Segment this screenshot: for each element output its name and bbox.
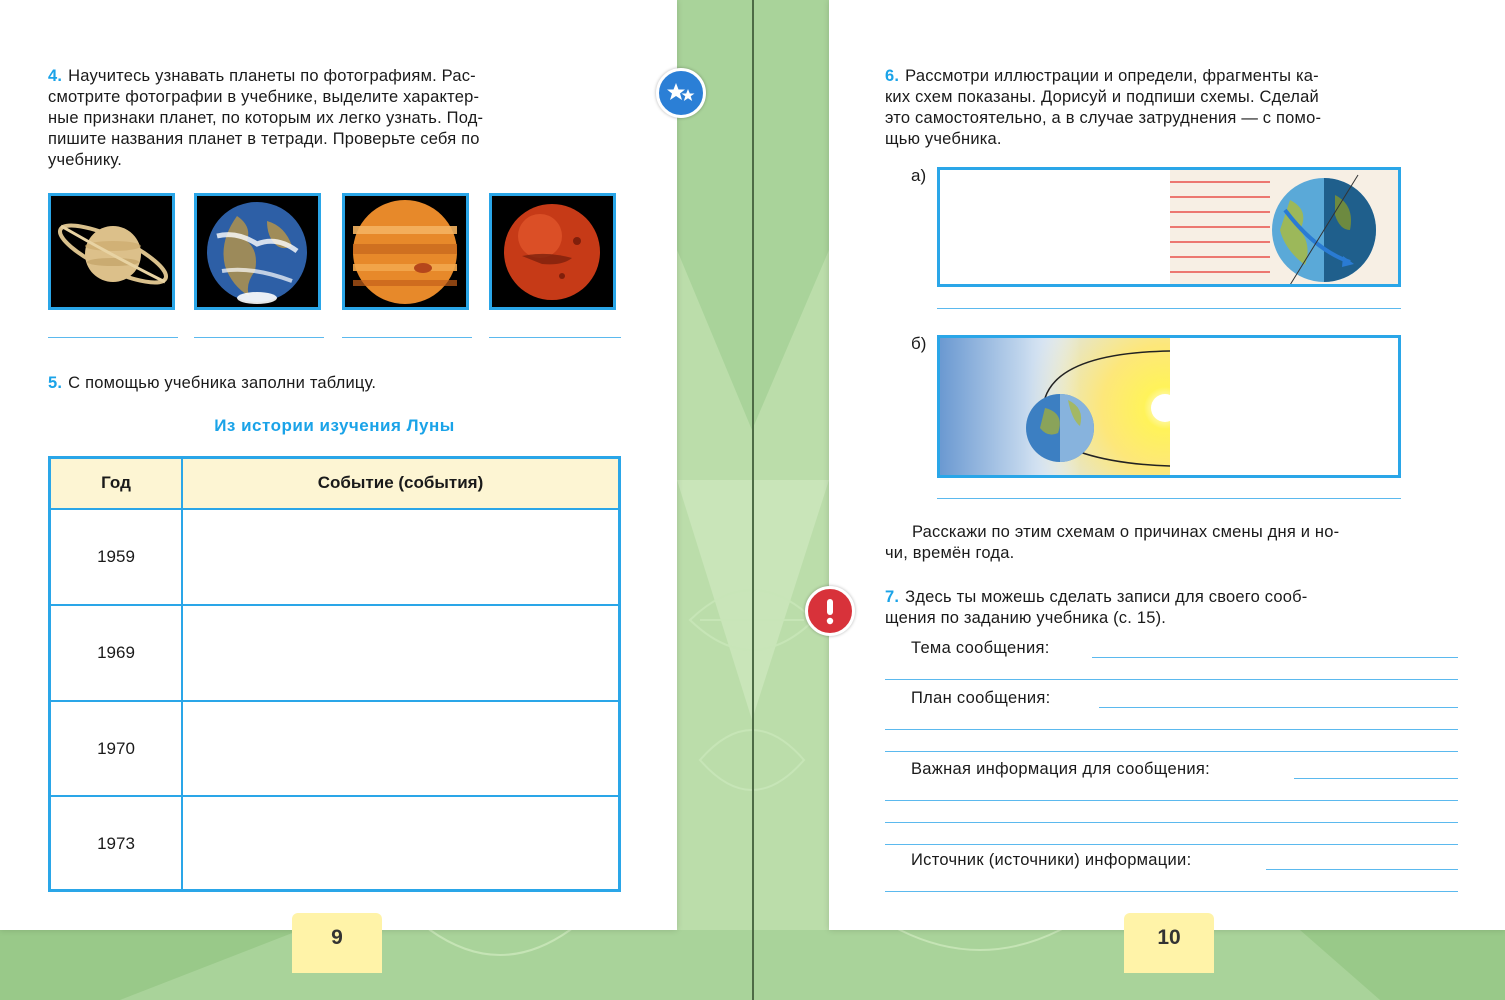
task-6-followup-line-1: Расскажи по этим схемам о причинах смены дня и но- [912, 523, 1340, 541]
task-7 [885, 587, 1458, 629]
page-number-left: 9 [292, 913, 382, 973]
important-info-line-4[interactable] [885, 844, 1458, 845]
table-header [51, 459, 618, 510]
source-line-2[interactable] [885, 891, 1458, 892]
scheme-b-label: б) [911, 334, 927, 353]
jupiter-image [342, 193, 469, 310]
topic-line[interactable] [1092, 657, 1458, 658]
answer-line-jupiter[interactable] [342, 337, 472, 338]
moon-history-table [48, 456, 621, 892]
task-4-line-1: 4. Научитесь узнавать планеты по фотографиям. Рас- [48, 67, 476, 85]
task-7-line-2: щения по заданию учебника (с. 15). [885, 609, 1167, 627]
task-5-text: С помощью учебника заполни таблицу. [68, 374, 377, 392]
book-spine [752, 0, 754, 1000]
source-label: Источник (источники) информации: [911, 851, 1192, 869]
answer-line-mars[interactable] [489, 337, 621, 338]
task-4-line-3: ные признаки планет, по которым их легко узнать. Под- [48, 109, 484, 127]
mars-image [489, 193, 616, 310]
task-6 [885, 66, 1458, 150]
scheme-b [937, 335, 1401, 478]
scheme-b-answer-line[interactable] [937, 498, 1401, 499]
task-4 [48, 66, 621, 171]
year-cell: 1970 [97, 739, 135, 758]
plan-line-3[interactable] [885, 751, 1458, 752]
saturn-image [48, 193, 175, 310]
important-info-line-3[interactable] [885, 822, 1458, 823]
scheme-a [937, 167, 1401, 287]
exclamation-icon [824, 597, 836, 625]
source-line[interactable] [1266, 869, 1458, 870]
task-6-followup-line-2: чи, времён года. [885, 544, 1015, 562]
task-6-line-2: ких схем показаны. Дорисуй и подпиши схемы. Сделай [885, 88, 1319, 106]
table-title: Из истории изучения Луны [214, 416, 455, 435]
plan-label: План сообщения: [911, 689, 1051, 707]
year-cell: 1973 [97, 834, 135, 853]
right-page [829, 0, 1505, 930]
task-7-number: 7. [885, 588, 900, 606]
topic-label: Тема сообщения: [911, 639, 1050, 657]
page-number-right: 10 [1124, 913, 1214, 973]
answer-line-saturn[interactable] [48, 337, 178, 338]
task-6-followup [885, 522, 1458, 564]
answer-line-earth[interactable] [194, 337, 324, 338]
task-4-line-4: пишите названия планет в тетради. Проверьте себя по [48, 130, 480, 148]
task-5 [48, 373, 621, 394]
table-row[interactable] [51, 797, 618, 889]
exclamation-badge [805, 586, 855, 636]
important-info-line-2[interactable] [885, 800, 1458, 801]
table-row[interactable] [51, 606, 618, 702]
task-5-number: 5. [48, 374, 63, 392]
left-page [0, 0, 677, 930]
year-cell: 1969 [97, 643, 135, 662]
task-6-line-1: 6. Рассмотри иллюстрации и определи, фрагменты ка- [885, 67, 1319, 85]
task-4-number: 4. [48, 67, 63, 85]
topic-line-2[interactable] [885, 679, 1458, 680]
important-info-label: Важная информация для сообщения: [911, 760, 1211, 778]
header-event: Событие (события) [317, 473, 484, 492]
plan-line[interactable] [1099, 707, 1458, 708]
stars-badge [656, 68, 706, 118]
scheme-a-label: а) [911, 166, 927, 185]
task-4-line-2: смотрите фотографии в учебнике, выделите характер- [48, 88, 480, 106]
plan-line-2[interactable] [885, 729, 1458, 730]
task-7-line-1: 7. Здесь ты можешь сделать записи для своего сооб- [885, 588, 1308, 606]
scheme-a-answer-line[interactable] [937, 308, 1401, 309]
earth-image [194, 193, 321, 310]
task-6-line-4: щью учебника. [885, 130, 1002, 148]
table-row[interactable] [51, 510, 618, 606]
task-6-number: 6. [885, 67, 900, 85]
year-cell: 1959 [97, 547, 135, 566]
task-4-line-5: учебнику. [48, 151, 123, 169]
important-info-line[interactable] [1294, 778, 1458, 779]
stars-icon [666, 81, 696, 105]
table-row[interactable] [51, 702, 618, 797]
header-year: Год [101, 473, 131, 492]
task-6-line-3: это самостоятельно, а в случае затруднения — с помо- [885, 109, 1322, 127]
